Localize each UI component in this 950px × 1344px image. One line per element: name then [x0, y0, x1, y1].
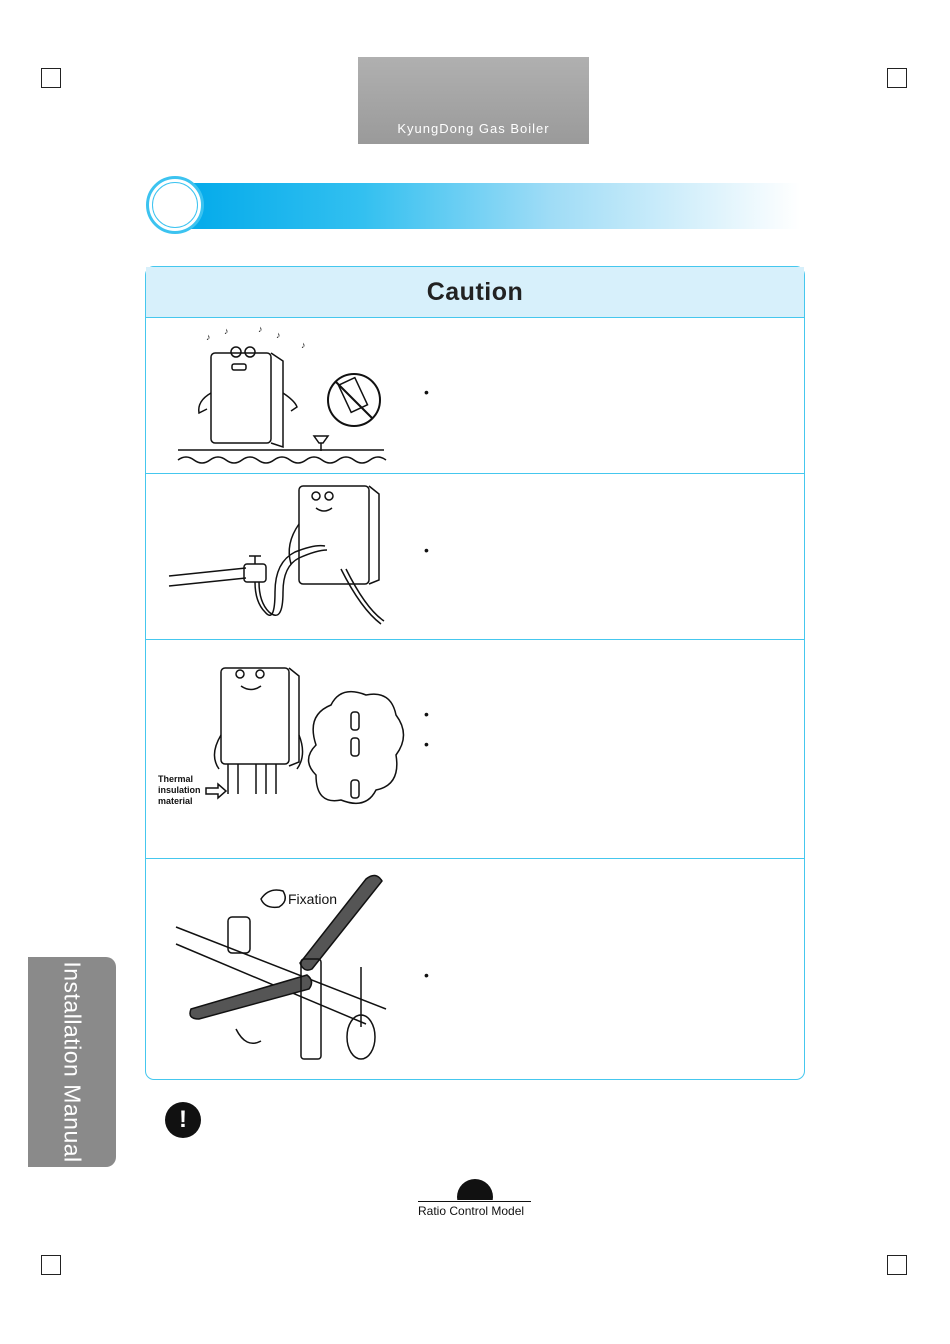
boiler-no-chemicals-illustration	[166, 318, 396, 473]
caution-panel-header	[146, 267, 804, 318]
caution-row-2	[146, 474, 804, 640]
footer-model-label: Ratio Control Model	[418, 1204, 525, 1218]
fixation-label: Fixation	[288, 891, 338, 907]
insulation-label-line-1: Thermal	[158, 774, 194, 784]
caution-title: Caution	[426, 277, 524, 306]
caution-panel	[145, 266, 805, 1080]
boiler-thermal-insulation-illustration	[158, 640, 406, 858]
svg-text:♪: ♪	[206, 332, 211, 342]
svg-text:♪: ♪	[301, 340, 306, 350]
crop-mark-bottom-left	[41, 1255, 61, 1275]
bullet-1: •	[424, 384, 429, 400]
wrench-fixation-illustration	[166, 859, 396, 1081]
bullet-3b: •	[424, 736, 429, 752]
side-tab-label: Installation Manual	[59, 961, 86, 1163]
crop-mark-bottom-right	[887, 1255, 907, 1275]
bullet-3a: •	[424, 706, 429, 722]
insulation-label-line-3: material	[158, 796, 193, 806]
boiler-hose-connection-illustration	[166, 474, 396, 639]
insulation-label-line-2: insulation	[158, 785, 201, 795]
caution-row-1	[146, 318, 804, 474]
exclamation-icon: !	[165, 1102, 201, 1138]
caution-row-4	[146, 859, 804, 1081]
caution-row-3	[146, 640, 804, 859]
installation-manual-tab	[28, 957, 116, 1167]
svg-text:♪: ♪	[258, 324, 263, 334]
svg-text:♪: ♪	[276, 330, 281, 340]
brand-text: KyungDong Gas Boiler	[397, 121, 550, 136]
crop-mark-top-right	[887, 68, 907, 88]
section-header-bar	[176, 183, 800, 229]
crop-mark-top-left	[41, 68, 61, 88]
footer-rule	[418, 1201, 531, 1202]
section-number-circle	[146, 176, 204, 234]
svg-text:♪: ♪	[224, 326, 229, 336]
brand-banner	[358, 57, 589, 144]
bullet-4: •	[424, 967, 429, 983]
bullet-2: •	[424, 542, 429, 558]
